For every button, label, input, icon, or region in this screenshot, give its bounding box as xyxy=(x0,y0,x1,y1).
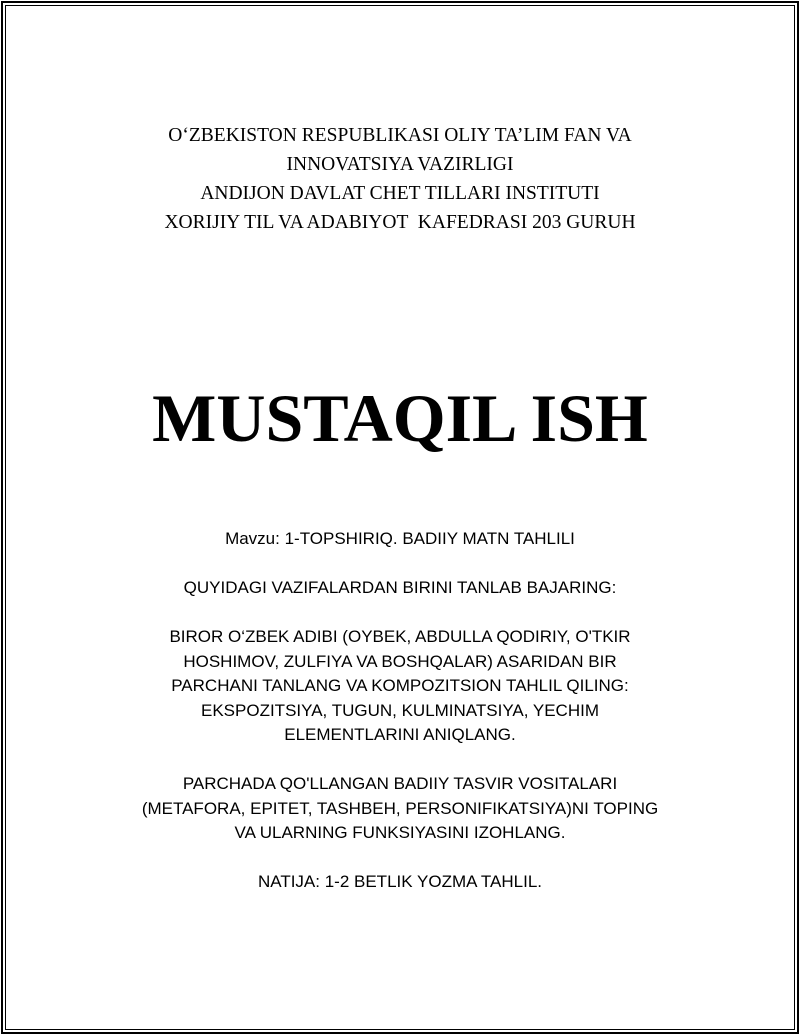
institution-header xyxy=(0,121,800,237)
task-2-line: (METAFORA, EPITET, TASHBEH, PERSONIFIKATSIYA)NI TOPING xyxy=(141,798,659,818)
task-2-line: VA ULARNING FUNKSIYASINI IZOHLANG. xyxy=(234,823,566,842)
header-line: O‘ZBEKISTON RESPUBLIKASI OLIY TA’LIM FAN VA xyxy=(168,125,632,146)
task-1-line: EKSPOZITSIYA, TUGUN, KULMINATSIYA, YECHIM xyxy=(201,700,599,720)
instruction-text: QUYIDAGI VAZIFALARDAN BIRINI TANLAB BAJARING: xyxy=(183,578,617,597)
header-line: ANDIJON DAVLAT CHET TILLARI INSTITUTI xyxy=(200,183,600,204)
instruction-line xyxy=(0,576,800,601)
task-1-line: BIROR O‘ZBEK ADIBI (OYBEK, ABDULLA QODIRIY, O'TKIR xyxy=(169,627,631,646)
task-2-paragraph xyxy=(0,772,800,846)
header-line: XORIJIY TIL VA ADABIYOT KAFEDRASI 203 GURUH xyxy=(164,212,636,233)
task-2-line: PARCHADA QO'LLANGAN BADIIY TASVIR VOSITALARI xyxy=(182,774,618,793)
header-line: INNOVATSIYA VAZIRLIGI xyxy=(286,154,514,175)
topic-line xyxy=(0,527,800,552)
task-1-line: ELEMENTLARINI ANIQLANG. xyxy=(284,725,516,744)
assignment-body xyxy=(0,527,800,919)
task-1-paragraph xyxy=(0,625,800,748)
result-text: NATIJA: 1-2 BETLIK YOZMA TAHLIL. xyxy=(257,872,543,891)
document-title: MUSTAQIL ISH xyxy=(152,380,648,456)
task-1-line: HOSHIMOV, ZULFIYA VA BOSHQALAR) ASARIDAN BIR xyxy=(183,651,617,671)
task-1-line: PARCHANI TANLANG VA KOMPOZITSION TAHLIL QILING: xyxy=(171,676,629,695)
topic-text: Mavzu: 1-TOPSHIRIQ. BADIIY MATN TAHLILI xyxy=(225,529,575,548)
result-line xyxy=(0,870,800,895)
